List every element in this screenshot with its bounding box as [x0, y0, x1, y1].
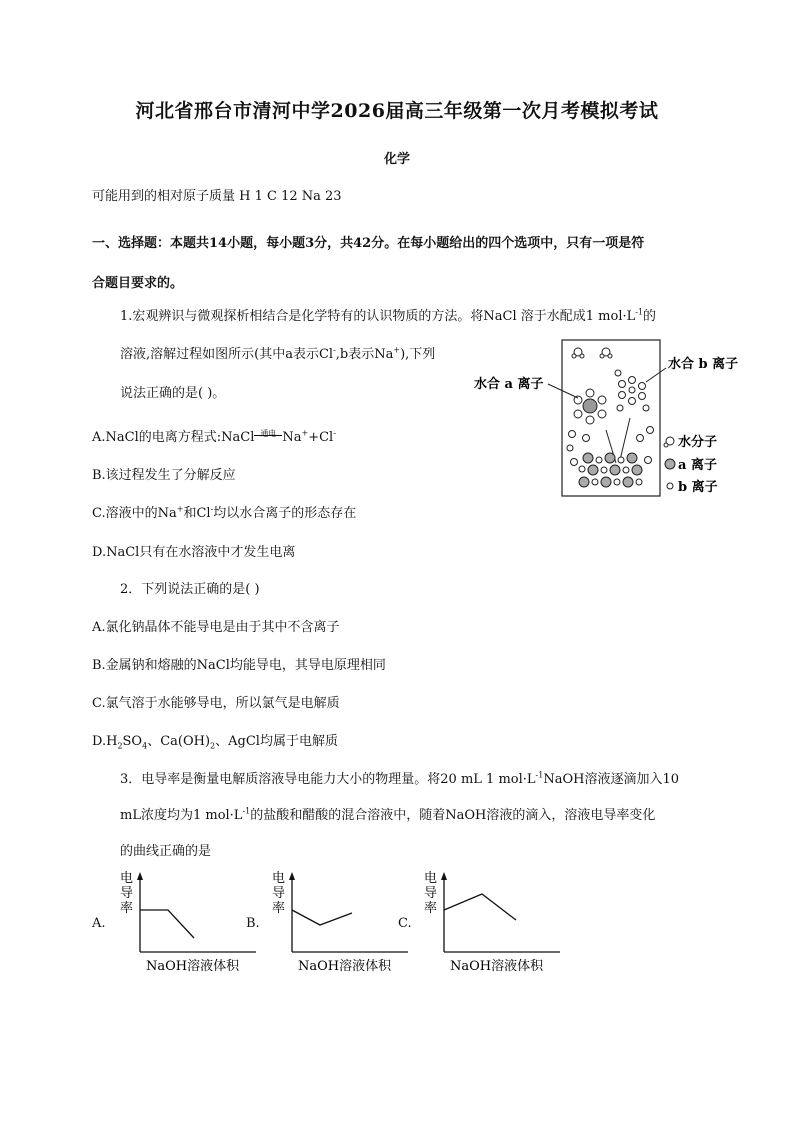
q1-option-c [92, 502, 356, 521]
q3-stem-text: 的盐酸和醋酸的混合溶液中，随着NaOH溶液的滴入，溶液电导率变化 [250, 808, 656, 823]
diagram-label-hydrated-b: 水合 b 离子 [668, 357, 739, 372]
graph-c-ylabel: 电 [424, 871, 438, 886]
q3-stem-line2 [120, 804, 655, 823]
graph-a-ylabel: 导 [120, 886, 134, 901]
q1-opta-sup: - [333, 428, 336, 438]
graph-a-option: A. [92, 916, 106, 931]
q2-optd-text: D.H [92, 734, 118, 749]
q2-option-b: B.金属钠和熔融的NaCl均能导电，其导电原理相同 [92, 658, 386, 673]
q1-stem-sup: - [333, 345, 336, 355]
q1-opta-text: Na [282, 430, 302, 445]
q3-stem-sup: -1 [242, 806, 251, 816]
legend-b: b 离子 [678, 480, 718, 495]
q2-optd-text: 、Ca(OH) [147, 734, 211, 749]
q1-stem-text: ,b表示Na [335, 347, 394, 362]
q1-stem-text: 1.宏观辨识与微观探析相结合是化学特有的认识物质的方法。将NaCl 溶于水配成1 mol·L [120, 309, 636, 324]
q1-stem-text: ),下列 [400, 347, 436, 362]
graph-a [116, 868, 266, 978]
q1-stem-text: 的 [643, 309, 657, 324]
legend-icons [664, 437, 675, 489]
q2-option-a: A.氯化钠晶体不能导电是由于其中不含离子 [92, 620, 340, 635]
q2-stem: 2．下列说法正确的是( ) [120, 582, 260, 597]
q1-optc-text: 和Cl [183, 506, 211, 521]
q1-optc-text: 均以水合离子的形态存在 [213, 506, 357, 521]
q1-stem-sup: + [393, 345, 401, 355]
q1-option-a [92, 426, 336, 445]
graph-b-xlabel: NaOH溶液体积 [298, 959, 392, 974]
q1-stem-line2 [120, 343, 435, 362]
q1-opta-text: A.NaCl的电离方程式:NaCl [92, 430, 255, 445]
q1-stem-sup: -1 [635, 307, 644, 317]
section-heading-line1: 一、选择题：本题共14小题，每小题3分，共42分。在每小题给出的四个选项中，只有一项是符 [92, 236, 645, 251]
diagram-label-hydrated-a: 水合 a 离子 [474, 377, 544, 392]
graph-c-ylabel: 率 [424, 901, 438, 916]
legend-a: a 离子 [678, 458, 717, 473]
section-heading-line2: 合题目要求的。 [92, 276, 184, 291]
q2-optd-sub: 2 [210, 741, 216, 751]
graph-a-xlabel: NaOH溶液体积 [146, 959, 240, 974]
graph-a-curve [140, 910, 194, 938]
q1-stem-text: 溶液,溶解过程如图所示(其中a表示Cl [120, 347, 334, 362]
q1-optc-sup: + [176, 504, 184, 514]
q2-optd-sub: 2 [117, 741, 123, 751]
graph-a-ylabel: 电 [120, 871, 134, 886]
q3-stem-sup: -1 [535, 770, 544, 780]
graph-c-option: C. [398, 916, 412, 931]
graph-b [268, 868, 418, 978]
graph-c [420, 868, 570, 978]
q1-optc-sup: - [210, 504, 214, 514]
q3-stem-line3: 的曲线正确的是 [120, 844, 212, 859]
q3-stem-line1 [120, 768, 679, 787]
q1-option-b: B.该过程发生了分解反应 [92, 468, 236, 483]
graph-b-option: B. [246, 916, 260, 931]
dissolution-diagram [470, 338, 760, 498]
graph-c-curve [444, 894, 516, 920]
q2-option-d [92, 730, 338, 751]
graph-c-ylabel: 导 [424, 886, 438, 901]
legend-water: 水分子 [678, 435, 718, 450]
q1-opta-text: +Cl [308, 430, 334, 445]
q2-optd-sub: 4 [142, 741, 148, 751]
atomic-masses: 可能用到的相对原子质量 H 1 C 12 Na 23 [92, 189, 342, 204]
q3-stem-text: mL浓度均为1 mol·L [120, 808, 243, 823]
q3-stem-text: 3．电导率是衡量电解质溶液导电能力大小的物理量。将20 mL 1 mol·L [120, 772, 536, 787]
q1-stem-line1 [120, 305, 656, 324]
q2-optd-text: 、AgCl均属于电解质 [215, 734, 338, 749]
q3-stem-text: NaOH溶液逐滴加入10 [543, 772, 679, 787]
exam-title: 河北省邢台市清河中学2026届高三年级第一次月考模拟考试 [135, 100, 659, 122]
graph-b-ylabel: 电 [272, 871, 286, 886]
q1-optc-text: C.溶液中的Na [92, 506, 177, 521]
subject-heading: 化学 [383, 152, 410, 167]
graph-b-curve [292, 910, 352, 925]
graph-b-ylabel: 率 [272, 901, 286, 916]
q1-opta-sup: + [301, 428, 309, 438]
q1-option-d: D.NaCl只有在水溶液中才发生电离 [92, 545, 296, 560]
graph-c-xlabel: NaOH溶液体积 [450, 959, 544, 974]
y-axis-arrow-icon [289, 872, 295, 880]
q1-stem-line3: 说法正确的是( )。 [120, 386, 226, 401]
q2-option-c: C.氯气溶于水能够导电，所以氯气是电解质 [92, 696, 340, 711]
y-axis-arrow-icon [137, 872, 143, 880]
y-axis-arrow-icon [441, 872, 447, 880]
q1-opta-condition-text: 通电 [260, 429, 277, 438]
graph-b-ylabel: 导 [272, 886, 286, 901]
graph-a-ylabel: 率 [120, 901, 134, 916]
q2-optd-text: SO [122, 734, 143, 749]
